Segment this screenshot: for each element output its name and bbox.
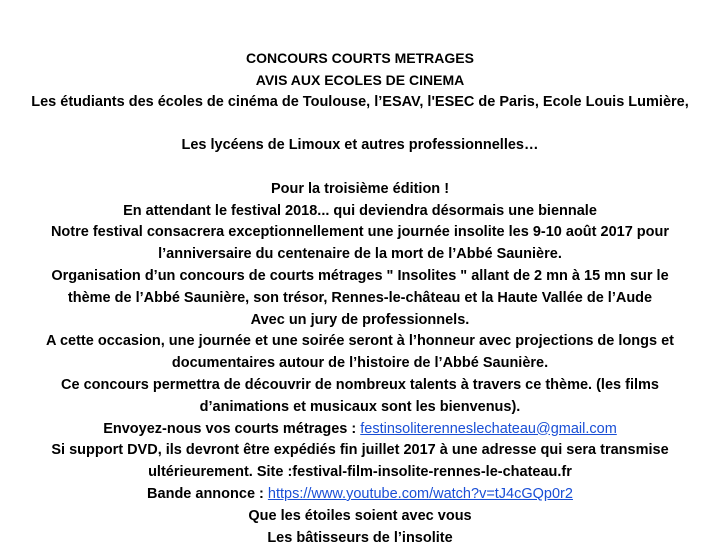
- festival-2018-line: En attendant le festival 2018... qui deviendra désormais une biennale: [123, 202, 597, 219]
- occasion-line: A cette occasion, une journée et une soirée seront à l’honneur avec projections de longs et: [46, 333, 674, 350]
- talents-line: Ce concours permettra de découvrir de nombreux talents à travers ce thème. (les films: [61, 376, 659, 393]
- schools-line: Les étudiants des écoles de cinéma de Toulouse, l’ESAV, l'ESEC de Paris, Ecole Louis Lumière,: [31, 93, 689, 110]
- dvd-line: Si support DVD, ils devront être expédiés fin juillet 2017 à une adresse qui sera transmise: [51, 442, 669, 459]
- documentaries-line: documentaires autour de l’histoire de l’Abbé Saunière.: [171, 355, 549, 372]
- website-line: ultérieurement. Site :festival-film-insolite-rennes-le-chateau.fr: [148, 464, 572, 481]
- contest-theme-line: thème de l’Abbé Saunière, son trésor, Rennes-le-château et la Haute Vallée de l’Aude: [67, 289, 653, 306]
- third-edition-line: Pour la troisième édition !: [270, 180, 450, 197]
- submission-line: [0, 419, 720, 441]
- contest-email-link[interactable]: festinsoliterenneslechateau@gmail.com: [360, 420, 617, 437]
- document-subtitle: AVIS AUX ECOLES DE CINEMA: [255, 71, 465, 88]
- trailer-line: [0, 484, 720, 506]
- closing-wish: Que les étoiles soient avec vous: [248, 507, 472, 524]
- announcement-document: [0, 48, 720, 549]
- blank-spacer: [0, 113, 720, 135]
- blank-spacer: [0, 157, 720, 179]
- signature-line: Les bâtisseurs de l’insolite: [267, 529, 453, 546]
- special-day-line: Notre festival consacrera exceptionnellement une journée insolite les 9-10 août 2017 pour: [50, 224, 670, 241]
- jury-line: Avec un jury de professionnels.: [250, 311, 470, 328]
- contest-organisation-line: Organisation d’un concours de courts métrages " Insolites " allant de 2 mn à 15 mn sur le: [51, 267, 669, 284]
- anniversary-line: l’anniversaire du centenaire de la mort de l’Abbé Saunière.: [158, 246, 562, 263]
- trailer-link[interactable]: https://www.youtube.com/watch?v=tJ4cGQp0r2: [267, 485, 573, 502]
- document-title: CONCOURS COURTS METRAGES: [246, 50, 474, 66]
- trailer-label: Bande annonce :: [147, 485, 268, 502]
- animations-line: d’animations et musicaux sont les bienvenus).: [199, 398, 521, 415]
- lyceens-line: Les lycéens de Limoux et autres professionnelles…: [181, 137, 539, 154]
- submission-label: Envoyez-nous vos courts métrages :: [103, 420, 361, 437]
